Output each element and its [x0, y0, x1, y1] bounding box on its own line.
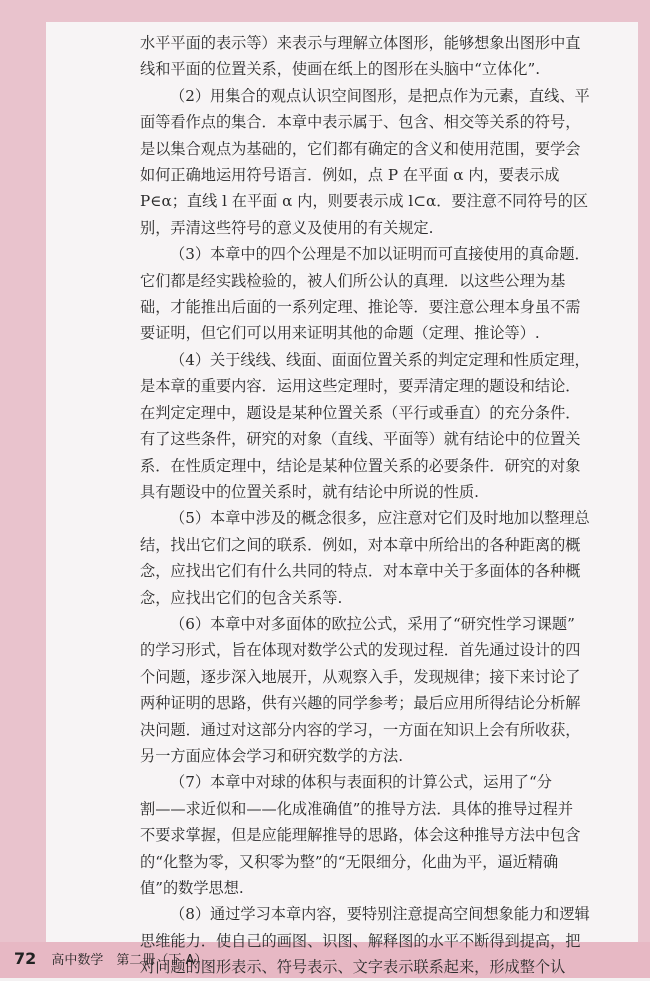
text-line: 思维能力．使自己的画图、识图、解释图的水平不断得到提高，把 — [140, 931, 581, 950]
text-line: 念，应找出它们的包含关系等. — [140, 588, 343, 607]
text-line: 是以集合观点为基础的，它们都有确定的含义和使用范围，要学会 — [140, 139, 581, 158]
text-line: 割——求近似和——化成准确值”的推导方法．具体的推导过程并 — [140, 799, 574, 818]
text-line: 在判定定理中，题设是某种位置关系（平行或垂直）的充分条件． — [140, 403, 581, 422]
text-line: （8）通过学习本章内容，要特别注意提高空间想象能力和逻辑 — [170, 905, 590, 924]
text-line: 础，才能推出后面的一系列定理、推论等．要注意公理本身虽不需 — [140, 298, 581, 317]
page-number: 72 — [14, 949, 37, 968]
paragraph — [140, 347, 624, 505]
text-line: 另一方面应体会学习和研究数学的方法. — [140, 746, 404, 765]
right-margin-band — [638, 0, 650, 978]
text-line: （7）本章中对球的体积与表面积的计算公式，运用了“分 — [170, 773, 552, 792]
text-line: 决问题．通过对这部分内容的学习，一方面在知识上会有所收获， — [140, 720, 581, 739]
body-text — [140, 30, 624, 981]
text-line: 的“化整为零，又积零为整”的“无限细分，化曲为平，逼近精确 — [140, 852, 559, 871]
page-footer — [14, 949, 207, 968]
text-line: 有了这些条件，研究的对象（直线、平面等）就有结论中的位置关 — [140, 430, 581, 449]
text-line: 念，应找出它们有什么共同的特点．对本章中关于多面体的各种概 — [140, 562, 581, 581]
paragraph — [140, 241, 624, 347]
text-line: 具有题设中的位置关系时，就有结论中所说的性质. — [140, 482, 479, 501]
text-line: 值”的数学思想. — [140, 879, 244, 897]
text-line: 面等看作点的集合．本章中表示属于、包含、相交等关系的符号， — [140, 113, 581, 132]
text-line: （2）用集合的观点认识空间图形，是把点作为元素，直线、平 — [170, 86, 590, 105]
book-title: 高中数学 第二册（下 A） — [51, 953, 208, 968]
top-margin-band — [0, 0, 650, 22]
text-line: 如何正确地运用符号语言．例如，点 P 在平面 α 内，要表示成 — [140, 166, 560, 185]
text-line: （6）本章中对多面体的欧拉公式，采用了“研究性学习课题” — [170, 614, 575, 633]
paragraph — [140, 30, 624, 83]
paragraph — [140, 83, 624, 241]
text-line: 结，找出它们之间的联系．例如，对本章中所给出的各种距离的概 — [140, 535, 581, 554]
text-line: 的学习形式，旨在体现对数学公式的发现过程．首先通过设计的四 — [140, 641, 581, 660]
paragraph — [140, 505, 624, 611]
text-line: 线和平面的位置关系，使画在纸上的图形在头脑中“立体化”. — [140, 60, 541, 79]
text-line: 水平平面的表示等）来表示与理解立体图形，能够想象出图形中直 — [140, 34, 581, 52]
paragraph — [140, 769, 624, 901]
text-line: （4）关于线线、线面、面面位置关系的判定定理和性质定理， — [170, 350, 590, 369]
paragraph — [140, 901, 624, 980]
left-margin-band — [0, 0, 46, 978]
text-line: （5）本章中涉及的概念很多，应注意对它们及时地加以整理总 — [170, 509, 590, 528]
text-line: 是本章的重要内容．运用这些定理时，要弄清定理的题设和结论． — [140, 377, 581, 396]
text-line: （3）本章中的四个公理是不加以证明而可直接使用的真命题． — [170, 245, 590, 264]
text-line: 对问题的图形表示、符号表示、文字表示联系起来，形成整个认 — [140, 958, 566, 977]
text-line: 别，弄清这些符号的意义及使用的有关规定. — [140, 218, 434, 237]
paragraph — [140, 611, 624, 769]
text-line: 两种证明的思路，供有兴趣的同学参考；最后应用所得结论分析解 — [140, 694, 581, 713]
text-line: P∈α；直线 l 在平面 α 内，则要表示成 l⊂α．要注意不同符号的区 — [140, 192, 589, 211]
text-line: 个问题，逐步深入地展开，从观察入手，发现规律；接下来讨论了 — [140, 667, 581, 686]
text-line: 系．在性质定理中，结论是某种位置关系的必要条件．研究的对象 — [140, 456, 581, 475]
text-line: 不要求掌握，但是应能理解推导的思路，体会这种推导方法中包含 — [140, 826, 581, 845]
text-line: 要证明，但它们可以用来证明其他的命题（定理、推论等）. — [140, 324, 540, 343]
text-line: 它们都是经实践检验的，被人们所公认的真理．以这些公理为基 — [140, 271, 566, 290]
